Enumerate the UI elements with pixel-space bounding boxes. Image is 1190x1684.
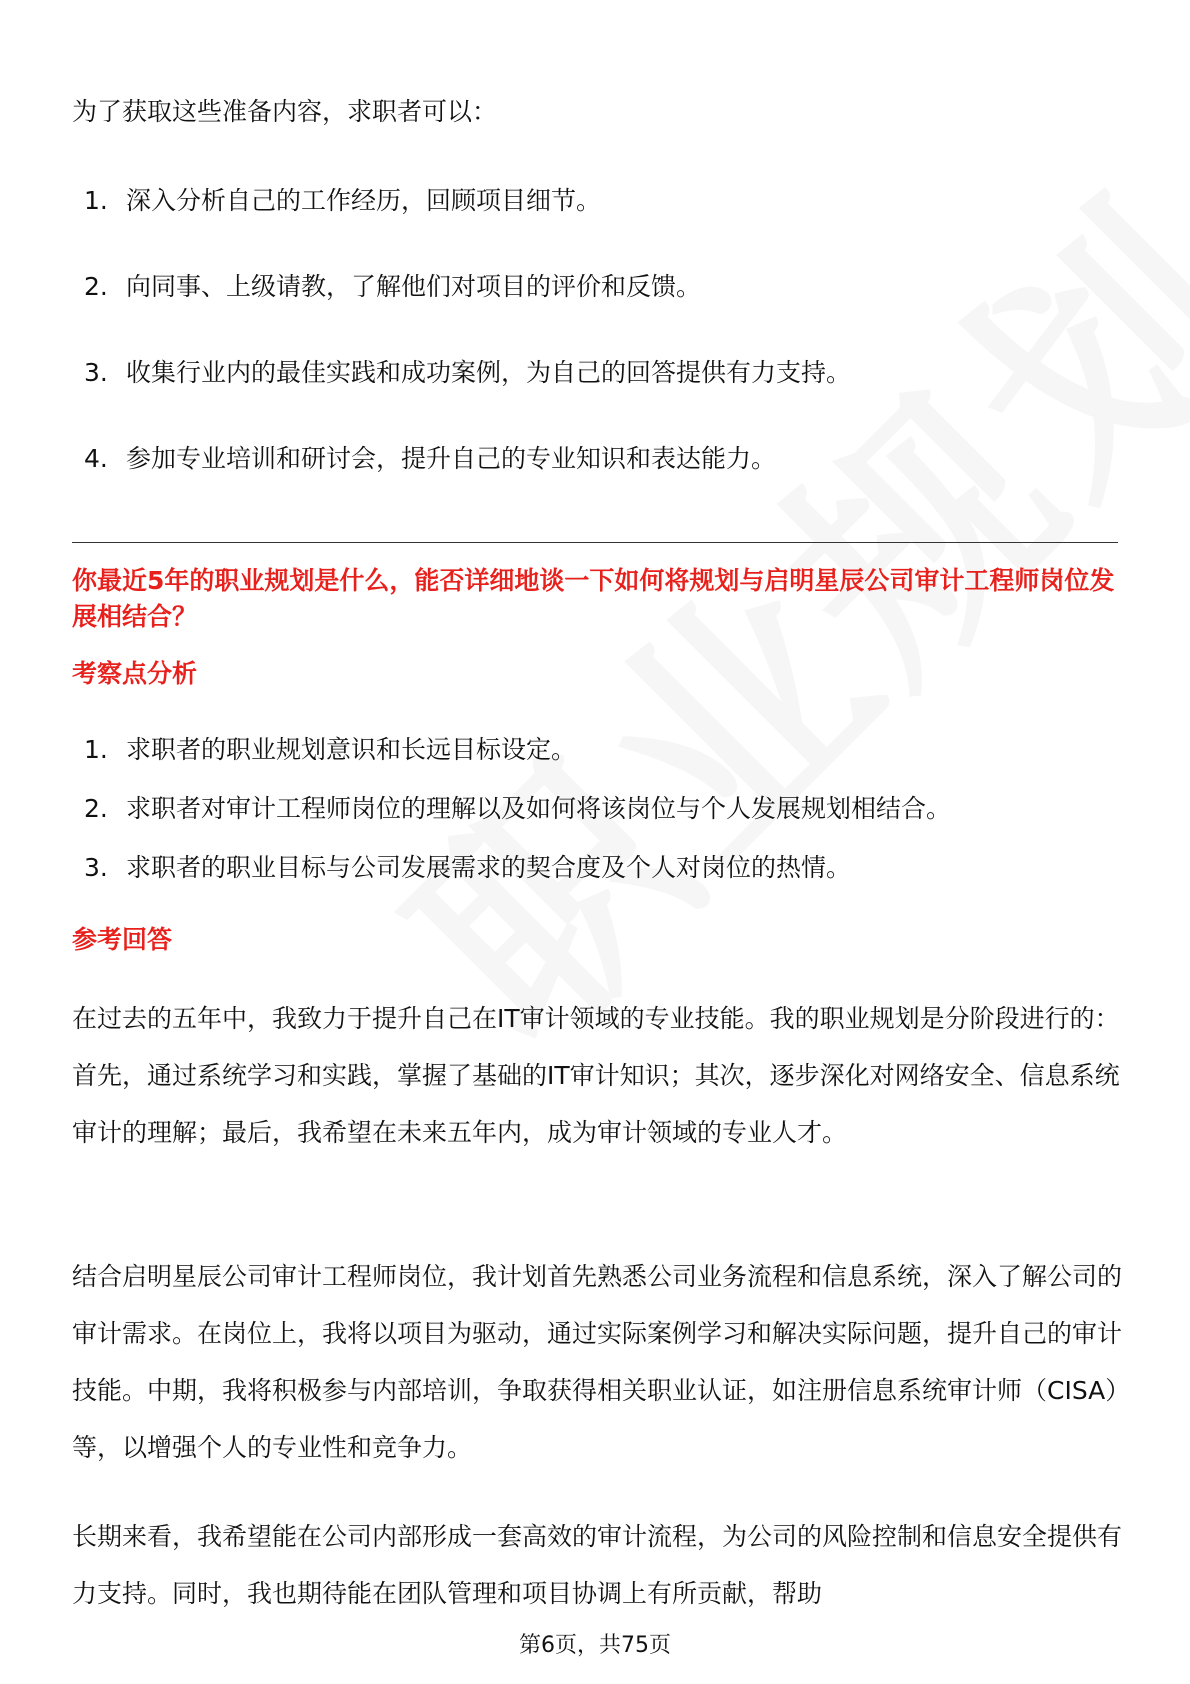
list-item xyxy=(84,181,851,267)
intro-text: 为了获取这些准备内容，求职者可以： xyxy=(72,97,498,126)
answer-paragraph: 结合启明星辰公司审计工程师岗位，我计划首先熟悉公司业务流程和信息系统，深入了解公司的审计需求。在岗位上，我将以项目为驱动，通过实际案例学习和解决实际问题，提升自己的审计技能。中期，我将积极参与内部培训，争取获得相关职业认证，如注册信息系统审计师（CISA）等，以增强个人的专业性和竞争力。 xyxy=(72,1262,1123,1462)
list-number: 1. xyxy=(84,186,108,215)
list-number: 2. xyxy=(84,272,108,301)
analysis-list xyxy=(84,730,951,907)
list-item xyxy=(84,789,951,848)
list-number: 3. xyxy=(84,853,108,882)
page-number: 第6页，共75页 xyxy=(519,1633,671,1658)
list-text: 求职者对审计工程师岗位的理解以及如何将该岗位与个人发展规划相结合。 xyxy=(126,794,952,823)
list-item xyxy=(84,353,851,439)
list-number: 3. xyxy=(84,358,108,387)
list-number: 1. xyxy=(84,735,108,764)
list-number: 4. xyxy=(84,444,108,473)
list-text: 向同事、上级请教，了解他们对项目的评价和反馈。 xyxy=(126,272,702,301)
analysis-heading: 考察点分析 xyxy=(72,659,198,688)
prep-list xyxy=(84,181,851,525)
list-item xyxy=(84,439,851,525)
list-text: 参加专业培训和研讨会，提升自己的专业知识和表达能力。 xyxy=(126,444,777,473)
list-item xyxy=(84,848,951,907)
list-text: 收集行业内的最佳实践和成功案例，为自己的回答提供有力支持。 xyxy=(126,358,852,387)
list-text: 深入分析自己的工作经历，回顾项目细节。 xyxy=(126,186,602,215)
answer-paragraph: 长期来看，我希望能在公司内部形成一套高效的审计流程，为公司的风险控制和信息安全提供有力支持。同时，我也期待能在团队管理和项目协调上有所贡献，帮助 xyxy=(72,1522,1123,1608)
list-text: 求职者的职业规划意识和长远目标设定。 xyxy=(126,735,577,764)
section-divider xyxy=(72,542,1118,543)
interview-question: 你最近5年的职业规划是什么，能否详细地谈一下如何将规划与启明星辰公司审计工程师岗位发展相结合？ xyxy=(72,566,1115,631)
list-item xyxy=(84,730,951,789)
list-number: 2. xyxy=(84,794,108,823)
answer-paragraph: 在过去的五年中，我致力于提升自己在IT审计领域的专业技能。我的职业规划是分阶段进行的：首先，通过系统学习和实践，掌握了基础的IT审计知识；其次，逐步深化对网络安全、信息系统审计的理解；最后，我希望在未来五年内，成为审计领域的专业人才。 xyxy=(72,1004,1120,1147)
list-item xyxy=(84,267,851,353)
answer-heading: 参考回答 xyxy=(72,925,173,954)
list-text: 求职者的职业目标与公司发展需求的契合度及个人对岗位的热情。 xyxy=(126,853,852,882)
